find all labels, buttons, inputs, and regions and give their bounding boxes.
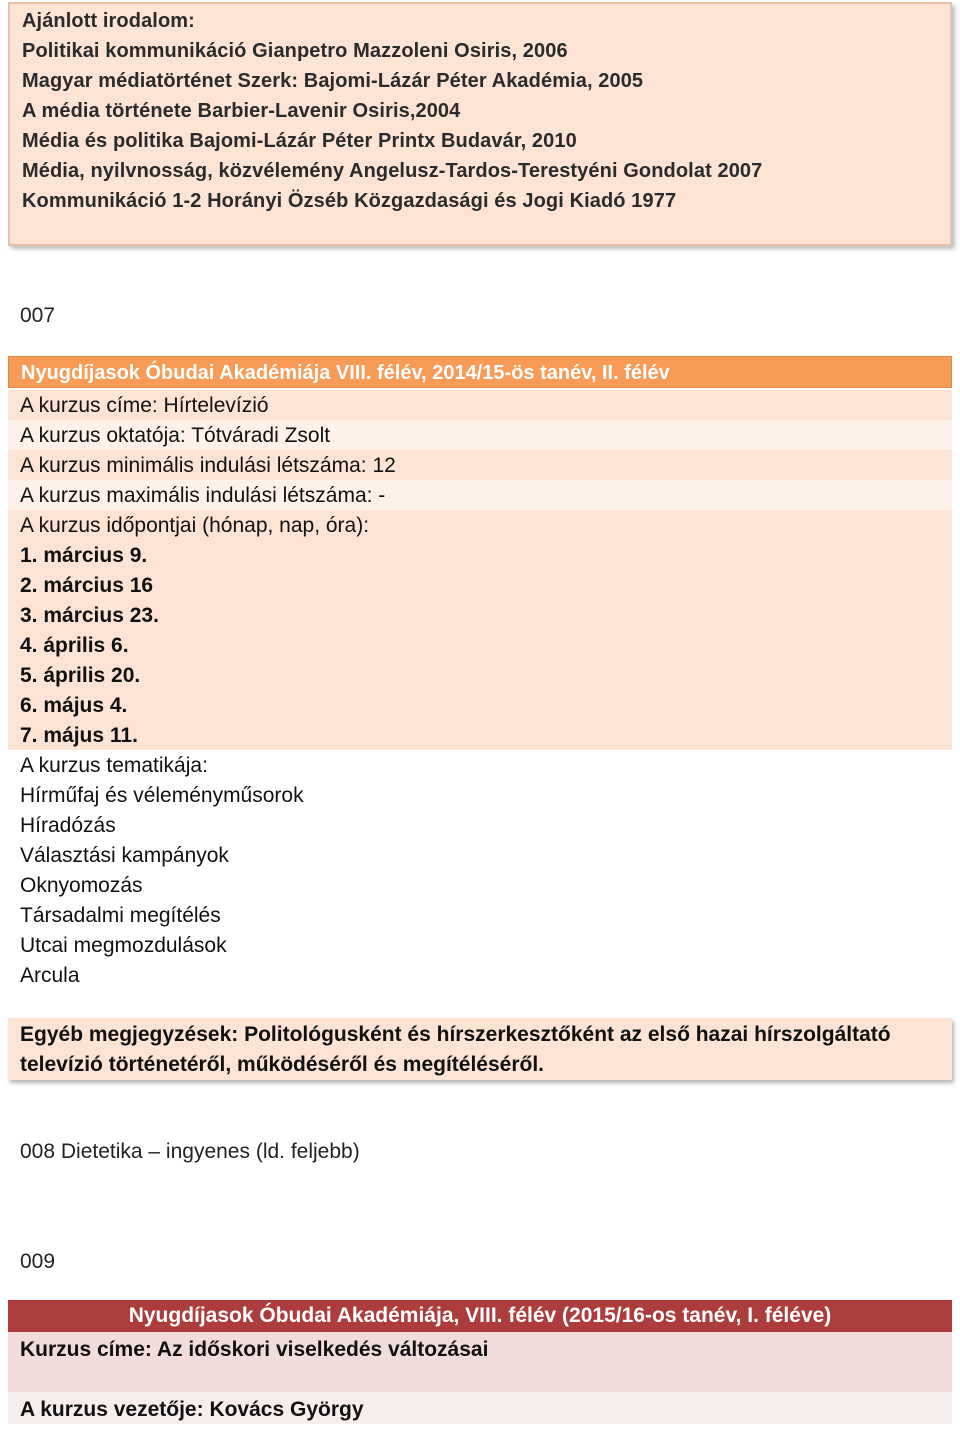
course-number: 009 [20, 1250, 56, 1273]
course-number: 007 [20, 304, 56, 327]
course-notes [8, 1018, 952, 1080]
reading-list-item: Média, nyilvnosság, közvélemény Angelusz-Tardos-Terestyéni Gondolat 2007 [22, 160, 763, 182]
course-topics-label: A kurzus tematikája: [20, 754, 208, 777]
reading-list-item: Kommunikáció 1-2 Horányi Özséb Közgazdasági és Jogi Kiadó 1977 [22, 190, 677, 212]
course-topic: Társadalmi megítélés [20, 904, 221, 927]
course-date: 3. március 23. [20, 604, 159, 627]
course-title: A kurzus címe: Hírtelevízió [20, 394, 269, 417]
course-topic: Választási kampányok [20, 844, 229, 867]
course-notes-line: televízió történetéről, működéséről és megítéléséről. [20, 1053, 545, 1076]
reading-list-box [8, 2, 952, 246]
course-leader: A kurzus vezetője: Kovács György [20, 1398, 364, 1421]
course-date: 7. május 11. [20, 724, 138, 747]
course-header-text: Nyugdíjasok Óbudai Akadémiája VIII. félév, 2014/15-ös tanév, II. félév [21, 362, 670, 384]
reading-list-item: Politikai kommunikáció Gianpetro Mazzoleni Osiris, 2006 [22, 40, 568, 62]
row-band [8, 510, 952, 750]
course-date: 4. április 6. [20, 634, 129, 657]
course-topic: Híradózás [20, 814, 116, 837]
course-dates-label: A kurzus időpontjai (hónap, nap, óra): [20, 514, 370, 537]
reading-list-item: Magyar médiatörténet Szerk: Bajomi-Lázár Péter Akadémia, 2005 [22, 70, 644, 92]
course-date: 2. március 16 [20, 574, 154, 597]
course-topic: Hírműfaj és véleményműsorok [20, 784, 304, 807]
course-topic: Oknyomozás [20, 874, 143, 897]
course-topic: Utcai megmozdulások [20, 934, 227, 957]
course-header [8, 1300, 952, 1332]
reading-list-title: Ajánlott irodalom: [22, 10, 195, 32]
course-max-participants: A kurzus maximális indulási létszáma: - [20, 484, 386, 507]
course-title: Kurzus címe: Az időskori viselkedés változásai [20, 1338, 489, 1361]
course-notes-line: Egyéb megjegyzések: Politológusként és hírszerkesztőként az első hazai hírszolgáltató [20, 1023, 891, 1046]
course-teacher: A kurzus oktatója: Tótváradi Zsolt [20, 424, 331, 447]
reading-list-item: Média és politika Bajomi-Lázár Péter Printx Budavár, 2010 [22, 130, 577, 152]
course-topic: Arcula [20, 964, 80, 987]
course-header [8, 356, 952, 388]
course-header-text: Nyugdíjasok Óbudai Akadémiája, VIII. félév (2015/16-os tanév, I. féléve) [128, 1304, 832, 1327]
course-min-participants: A kurzus minimális indulási létszáma: 12 [20, 454, 396, 477]
course-date: 5. április 20. [20, 664, 141, 687]
course-008-line: 008 Dietetika – ingyenes (ld. feljebb) [20, 1140, 360, 1163]
reading-list-item: A média története Barbier-Lavenir Osiris,2004 [22, 100, 461, 122]
course-date: 6. május 4. [20, 694, 128, 717]
course-date: 1. március 9. [20, 544, 148, 567]
